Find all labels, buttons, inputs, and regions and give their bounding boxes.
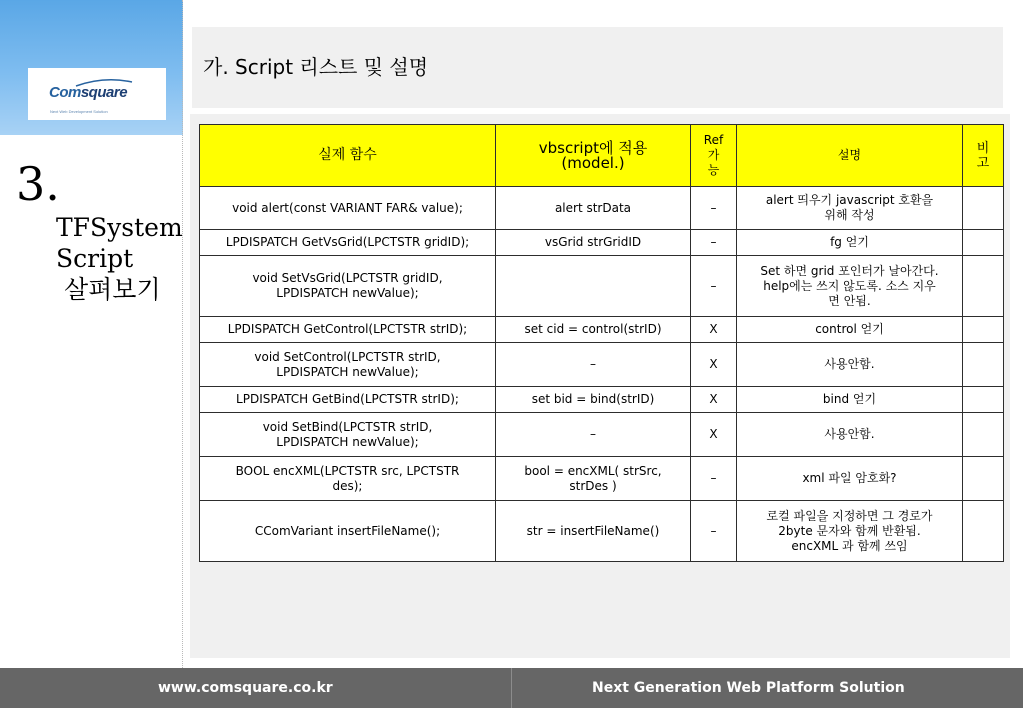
cell-function — [200, 387, 496, 413]
cell-vbscript — [496, 343, 691, 387]
footer-slogan: Next Generation Web Platform Solution — [592, 680, 905, 696]
table-header-row — [200, 125, 1004, 187]
cell-description-line: fg 얻기 — [830, 235, 869, 249]
cell-function-line: LPDISPATCH newValue); — [276, 364, 419, 379]
cell-note — [963, 187, 1004, 230]
cell-function-line: des); — [332, 478, 363, 493]
cell-note — [963, 413, 1004, 457]
vertical-divider — [182, 0, 183, 668]
cell-function — [200, 256, 496, 317]
cell-vbscript — [496, 187, 691, 230]
cell-function-line: LPDISPATCH GetBind(LPCTSTR strID); — [236, 392, 459, 406]
table-row — [200, 230, 1004, 256]
page-title: 가. Script 리스트 및 설명 — [203, 55, 429, 79]
cell-description — [737, 317, 963, 343]
table-row — [200, 387, 1004, 413]
cell-vbscript-line: – — [590, 357, 596, 371]
cell-function-line: LPDISPATCH GetVsGrid(LPCTSTR gridID); — [225, 235, 470, 249]
cell-vbscript — [496, 457, 691, 501]
cell-ref: – — [691, 230, 737, 256]
cell-function — [200, 187, 496, 230]
cell-description-line: xml 파일 암호화? — [802, 471, 897, 485]
cell-description-line: alert 띄우기 javascript 호환을 — [765, 193, 934, 207]
section-number: 3. — [16, 157, 60, 211]
header-vbscript-line: (model.) — [561, 153, 625, 172]
cell-function-line: void alert(const VARIANT FAR& value); — [232, 200, 463, 215]
cell-description-line: encXML 과 함께 쓰임 — [791, 538, 908, 553]
header-ref — [691, 125, 737, 187]
cell-vbscript — [496, 501, 691, 562]
logo-wordmark-prefix: Com — [49, 84, 81, 101]
cell-ref: – — [691, 256, 737, 317]
header-vbscript — [496, 125, 691, 187]
cell-vbscript — [496, 230, 691, 256]
cell-ref: X — [691, 317, 737, 343]
cell-description-line: help에는 쓰지 않도록. 소스 지우 — [763, 278, 936, 293]
footer-website[interactable]: www.comsquare.co.kr — [158, 680, 333, 696]
logo-wordmark-suffix: square — [80, 84, 128, 101]
cell-description-line: control 얻기 — [815, 322, 884, 336]
cell-function-line: void SetBind(LPCTSTR strID, — [262, 419, 433, 434]
cell-description — [737, 501, 963, 562]
header-ref-line: 가 — [707, 148, 720, 162]
cell-vbscript-line: bool = encXML( strSrc, — [524, 463, 662, 478]
header-function: 실제 함수 — [200, 125, 496, 187]
cell-function-line: void SetControl(LPCTSTR strID, — [254, 349, 441, 364]
cell-vbscript-line: – — [590, 427, 596, 441]
cell-vbscript — [496, 317, 691, 343]
cell-vbscript-line: vsGrid strGridID — [544, 235, 642, 249]
cell-description — [737, 187, 963, 230]
logo-wordmark — [49, 84, 127, 101]
section-name-line: Script — [56, 244, 134, 273]
cell-description-line: 사용안함. — [824, 357, 875, 371]
cell-function — [200, 317, 496, 343]
cell-vbscript-line: strDes ) — [569, 478, 617, 493]
cell-function — [200, 457, 496, 501]
cell-description-line: 위해 작성 — [824, 208, 875, 222]
table-row — [200, 501, 1004, 562]
cell-function-line: LPDISPATCH GetControl(LPCTSTR strID); — [227, 322, 468, 336]
header-vbscript-line: vbscript에 적용 — [538, 138, 648, 157]
cell-function — [200, 230, 496, 256]
cell-ref: – — [691, 501, 737, 562]
table-row — [200, 317, 1004, 343]
cell-vbscript-line: set bid = bind(strID) — [531, 392, 655, 406]
table-row — [200, 457, 1004, 501]
header-ref-line: Ref — [703, 133, 724, 147]
table-row — [200, 343, 1004, 387]
cell-description — [737, 230, 963, 256]
cell-note — [963, 230, 1004, 256]
cell-vbscript — [496, 256, 691, 317]
cell-description-line: 2byte 문자와 함께 반환됨. — [778, 523, 921, 538]
section-name — [56, 212, 183, 305]
cell-description — [737, 256, 963, 317]
cell-description — [737, 457, 963, 501]
cell-vbscript-line: alert strData — [554, 200, 632, 215]
cell-vbscript — [496, 387, 691, 413]
cell-function — [200, 501, 496, 562]
cell-ref: X — [691, 413, 737, 457]
cell-description-line: 로컬 파일을 지정하면 그 경로가 — [766, 508, 933, 523]
cell-vbscript — [496, 413, 691, 457]
cell-description-line: Set 하면 grid 포인터가 날아간다. — [760, 263, 939, 278]
header-note-line: 비 — [976, 140, 990, 156]
cell-note — [963, 317, 1004, 343]
section-name-line: TFSystem — [56, 213, 183, 242]
cell-function-line: LPDISPATCH newValue); — [276, 286, 419, 300]
header-note-line: 고 — [976, 155, 990, 171]
header-ref-line: 능 — [707, 163, 720, 177]
table-row — [200, 187, 1004, 230]
cell-description — [737, 387, 963, 413]
cell-function-line: void SetVsGrid(LPCTSTR gridID, — [252, 271, 443, 285]
cell-function — [200, 343, 496, 387]
table-row — [200, 413, 1004, 457]
cell-function-line: BOOL encXML(LPCTSTR src, LPCTSTR — [235, 463, 460, 478]
cell-ref: – — [691, 187, 737, 230]
cell-note — [963, 343, 1004, 387]
cell-function-line: LPDISPATCH newValue); — [276, 434, 419, 449]
cell-note — [963, 387, 1004, 413]
cell-ref: X — [691, 343, 737, 387]
cell-note — [963, 501, 1004, 562]
cell-description-line: 면 안됨. — [828, 293, 871, 308]
cell-vbscript-line: set cid = control(strID) — [524, 322, 662, 336]
section-name-line: 살펴보기 — [64, 275, 161, 304]
cell-ref: – — [691, 457, 737, 501]
logo-tagline: Next Web Development Solution — [50, 109, 108, 114]
cell-description — [737, 413, 963, 457]
cell-description-line: bind 얻기 — [822, 392, 877, 406]
header-note — [963, 125, 1004, 187]
script-table — [199, 124, 1004, 562]
logo-panel — [0, 0, 183, 135]
cell-description — [737, 343, 963, 387]
cell-function — [200, 413, 496, 457]
cell-function-line: CComVariant insertFileName(); — [254, 523, 441, 538]
table-row — [200, 256, 1004, 317]
cell-note — [963, 457, 1004, 501]
footer-divider — [511, 668, 512, 708]
header-description: 설명 — [737, 125, 963, 187]
cell-ref: X — [691, 387, 737, 413]
cell-note — [963, 256, 1004, 317]
cell-vbscript-line: str = insertFileName() — [526, 523, 660, 538]
cell-description-line: 사용안함. — [824, 427, 875, 441]
table-body — [200, 187, 1004, 562]
footer — [0, 668, 1023, 708]
